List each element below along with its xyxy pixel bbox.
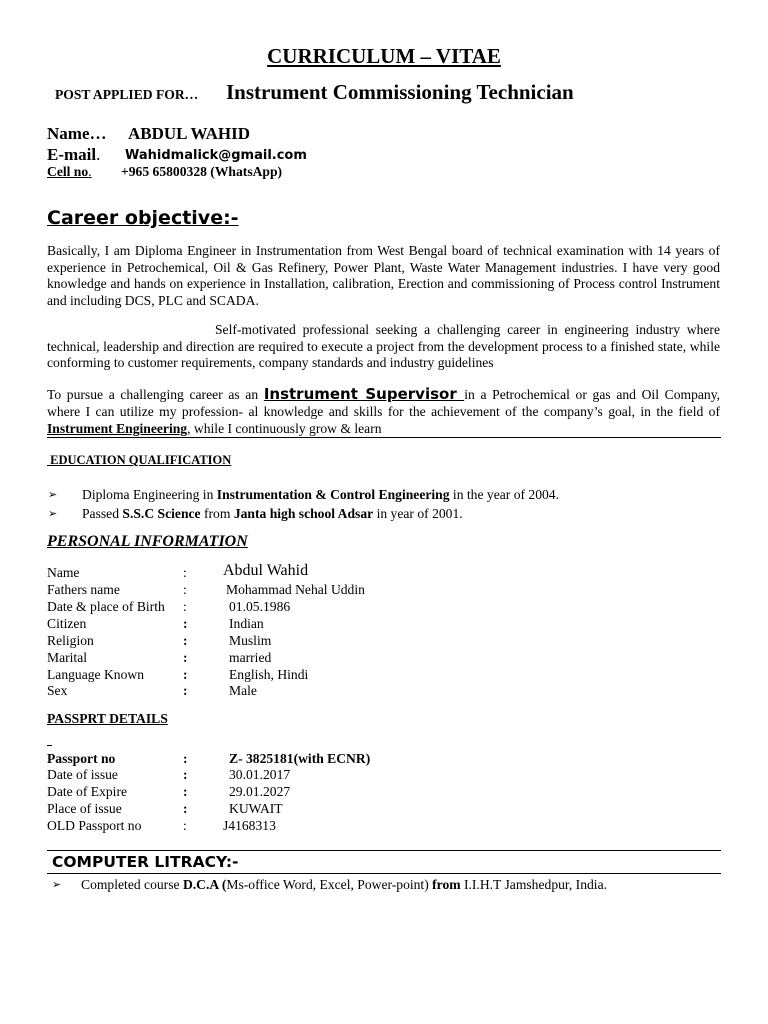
- post-applied-value: Instrument Commissioning Technician: [226, 80, 574, 104]
- passport-row-expire-date: Date of Expire : 29.01.2027: [47, 784, 291, 799]
- post-applied-label: POST APPLIED FOR…: [55, 87, 199, 102]
- personal-row-name: Name : Abdul Wahid: [47, 562, 309, 580]
- education-item-ssc: Passed S.S.C Science from Janta high school Adsar in year of 2001.: [82, 506, 463, 521]
- personal-row-religion: Religion : Muslim: [47, 633, 272, 648]
- cell-value: +965 65800328 (WhatsApp): [121, 164, 283, 179]
- personal-row-father: Fathers name : Mohammad Nehal Uddin: [47, 582, 365, 597]
- career-paragraph-3: To pursue a challenging career as an Instrument Supervisor in a Petrochemical or gas and Oil Company, where I can utilize my profession- al knowledge and skills for the achievement of the company’s goal, in the field of Instrument Engineering, while I continuously grow & learn: [47, 385, 721, 436]
- name-value: ABDUL WAHID: [128, 124, 251, 143]
- cell-label: Cell no.: [47, 164, 92, 179]
- career-paragraph-2: Self-motivated professional seeking a challenging career in engineering industry where technical, leadership and direction are required to execute a project from the development process to a finished state, while conforming to customer requirements, company standards and industry guidelines: [47, 322, 720, 371]
- document-title: CURRICULUM – VITAE: [267, 44, 501, 68]
- passport-row-issue-date: Date of issue : 30.01.2017: [47, 767, 291, 782]
- bullet-icon: ➢: [48, 489, 58, 501]
- personal-row-language: Language Known : English, Hindi: [47, 667, 309, 682]
- bullet-icon: ➢: [48, 508, 58, 520]
- passport-row-number: Passport no : Z- 3825181(with ECNR): [47, 751, 371, 766]
- education-item-diploma: Diploma Engineering in Instrumentation & Control Engineering in the year of 2004.: [82, 487, 560, 502]
- computer-course-item: Completed course D.C.A (Ms-office Word, Excel, Power-point) from I.I.H.T Jamshedpur, India.: [81, 877, 608, 892]
- education-heading: EDUCATION QUALIFICATION: [50, 453, 232, 467]
- section-divider: [47, 437, 721, 438]
- target-role: Instrument Supervisor: [263, 385, 465, 403]
- personal-row-sex: Sex : Male: [47, 683, 257, 698]
- personal-row-citizen: Citizen : Indian: [47, 616, 264, 631]
- personal-row-marital: Marital : married: [47, 650, 272, 665]
- target-field: Instrument Engineering: [47, 421, 188, 436]
- email-label: E-mail.: [47, 145, 101, 164]
- computer-divider-bottom: [47, 873, 721, 874]
- passport-underline-mark: [47, 745, 52, 746]
- passport-row-old-number: OLD Passport no : J4168313: [47, 818, 276, 833]
- career-objective-heading: Career objective:-: [47, 207, 239, 229]
- personal-info-heading: PERSONAL INFORMATION: [47, 533, 248, 550]
- email-value: Wahidmalick@gmail.com: [125, 148, 307, 163]
- computer-literacy-heading: COMPUTER LITRACY:-: [52, 853, 239, 871]
- personal-row-birth: Date & place of Birth : 01.05.1986: [47, 599, 291, 614]
- career-paragraph-1: Basically, I am Diploma Engineer in Instrumentation from West Bengal board of technical examination with 14 years of experience in Petrochemical, Oil & Gas Refinery, Power Plant, Waste Water Management industries. I have very good knowledge and hands on experience in Installation, calibration, Erection and commissioning of Process control Instrument and including DCS, PLC and SCADA.: [47, 243, 720, 308]
- computer-divider-top: [47, 850, 721, 851]
- passport-row-issue-place: Place of issue : KUWAIT: [47, 801, 283, 816]
- passport-heading: PASSPRT DETAILS: [47, 711, 168, 726]
- name-label: Name…: [47, 124, 107, 143]
- bullet-icon: ➢: [52, 879, 62, 891]
